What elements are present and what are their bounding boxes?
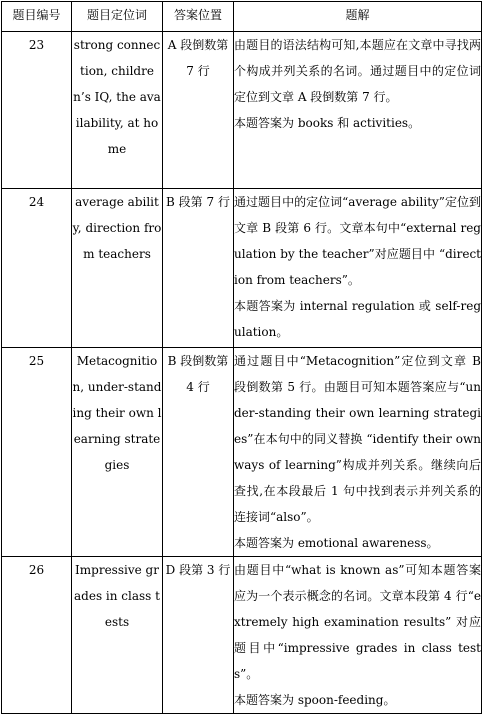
answer-position: B 段第 7 行 (163, 189, 234, 348)
header-answer-position: 答案位置 (163, 2, 234, 32)
locator-words: strong connection, children’s IQ, the availability, at home (72, 32, 163, 189)
locator-words: average ability, direction from teachers (72, 189, 163, 348)
explanation-paragraph: 由题目中“what is known as”可知本题答案应为一个表示概念的名词。文章本段第 4 行“extremely high examination results” 对应题目中“impressive grades in class tests”。 (234, 563, 481, 681)
table-row (2, 32, 482, 189)
question-number: 25 (2, 348, 72, 557)
explanation-paragraph: 通过题目中“Metacognition”定位到文章 B 段倒数第 5 行。由题目可知本题答案应与“under-standing their own learning strategies”在本句中的同义替换 “identify their own ways of learning”构成并列关系。继续向后查找,在本段最后 1 句中找到表示并列关系的连接词“also”。 (234, 354, 481, 524)
explanation-answer: 本题答案为 internal regulation 或 self-regulation。 (234, 299, 481, 339)
question-number: 24 (2, 189, 72, 348)
explanation (234, 189, 482, 348)
locator-words: Impressive grades in class tests (72, 557, 163, 714)
explanation-paragraph: 由题目的语法结构可知,本题应在文章中寻找两个构成并列关系的名词。通过题目中的定位词定位到文章 A 段倒数第 7 行。 (234, 38, 481, 104)
explanation (234, 348, 482, 557)
answer-position: B 段倒数第 4 行 (163, 348, 234, 557)
explanation-paragraph: 通过题目中的定位词“average ability”定位到文章 B 段第 6 行。文章本句中“external regulation by the teacher”对应题目中 “direction from teachers”。 (234, 195, 481, 287)
table-row (2, 348, 482, 557)
locator-words: Metacognition, under-standing their own learning strategies (72, 348, 163, 557)
explanation-answer: 本题答案为 books 和 activities。 (234, 116, 421, 130)
explanation-answer: 本题答案为 emotional awareness。 (234, 536, 439, 550)
question-number: 26 (2, 557, 72, 714)
header-question-number: 题目编号 (2, 2, 72, 32)
table-header-row (2, 2, 482, 32)
header-explanation: 题解 (234, 2, 482, 32)
answer-table (1, 1, 482, 714)
explanation-answer: 本题答案为 spoon-feeding。 (234, 693, 396, 707)
answer-position: A 段倒数第 7 行 (163, 32, 234, 189)
explanation (234, 557, 482, 714)
answer-position: D 段第 3 行 (163, 557, 234, 714)
explanation (234, 32, 482, 189)
table-row (2, 557, 482, 714)
table-row (2, 189, 482, 348)
header-locator-words: 题目定位词 (72, 2, 163, 32)
question-number: 23 (2, 32, 72, 189)
